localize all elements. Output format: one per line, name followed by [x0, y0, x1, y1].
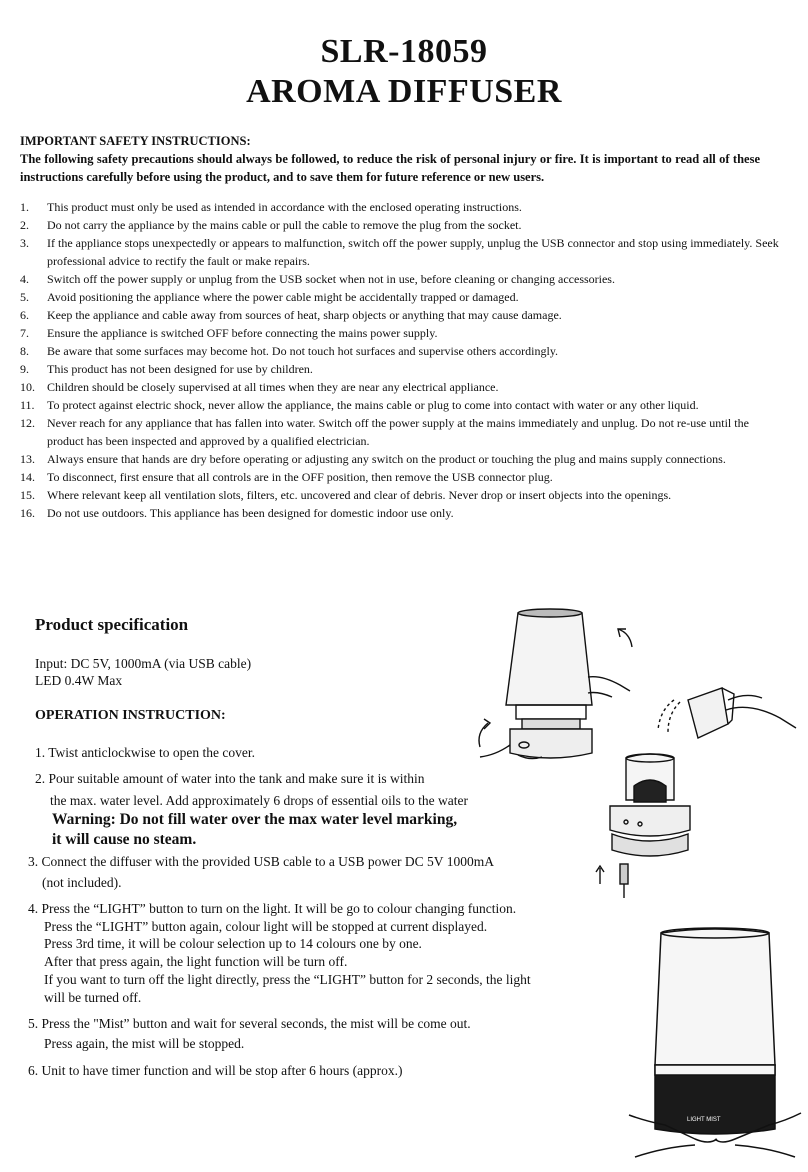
safety-item-text: Do not carry the appliance by the mains cable or pull the cable to remove the plug from the socket.	[47, 218, 522, 232]
step-4-line6: will be turned off.	[44, 990, 142, 1005]
spec-heading: Product specification	[35, 615, 189, 634]
safety-item-text: Avoid positioning the appliance where the power cable might be accidentally trapped or damaged.	[47, 290, 519, 304]
safety-item	[20, 504, 785, 522]
illustration-pour-oil	[650, 680, 800, 750]
safety-item-number: 5.	[20, 290, 29, 304]
safety-item-number: 9.	[20, 362, 29, 376]
safety-item	[20, 378, 785, 396]
safety-item-number: 4.	[20, 272, 29, 286]
safety-item-number: 1.	[20, 200, 29, 214]
step-2-line1: 2. Pour suitable amount of water into the tank and make sure it is within	[35, 771, 425, 786]
safety-intro: The following safety precautions should always be followed, to reduce the risk of personal injury or fire. It is important to read all of these instructions carefully before using the product, and to save them for future reference or new users.	[20, 152, 760, 184]
step-3-line1: 3. Connect the diffuser with the provided USB cable to a USB power DC 5V 1000mA	[28, 854, 494, 869]
safety-item-text: Do not use outdoors. This appliance has been designed for domestic indoor use only.	[47, 506, 454, 520]
model-number: SLR-18059	[320, 33, 488, 70]
safety-item-text: Switch off the power supply or unplug from the USB socket when not in use, before cleaning or changing accessories.	[47, 272, 615, 286]
safety-item	[20, 486, 785, 504]
safety-item-number: 16.	[20, 506, 35, 520]
safety-item-text: To protect against electric shock, never allow the appliance, the mains cable or plug to come into contact with water or any other liquid.	[47, 398, 699, 412]
safety-item-number: 12.	[20, 416, 35, 430]
safety-item-text: Where relevant keep all ventilation slots, filters, etc. uncovered and clear of debris. Never drop or insert objects into the openings.	[47, 488, 672, 502]
safety-item-text: Always ensure that hands are dry before operating or adjusting any switch on the product or touching the plug and mains supply connections.	[47, 452, 726, 466]
safety-item-number: 11.	[20, 398, 35, 412]
step-6: 6. Unit to have timer function and will be stop after 6 hours (approx.)	[28, 1063, 403, 1078]
safety-item	[20, 234, 785, 270]
safety-item	[20, 342, 785, 360]
safety-item	[20, 396, 785, 414]
safety-item-number: 14.	[20, 470, 35, 484]
safety-item	[20, 360, 785, 378]
safety-item-number: 13.	[20, 452, 35, 466]
safety-item-text: Be aware that some surfaces may become hot. Do not touch hot surfaces and supervise others accordingly.	[47, 344, 559, 358]
safety-item-number: 8.	[20, 344, 29, 358]
illustration-press-buttons	[625, 925, 805, 1165]
safety-item	[20, 288, 785, 306]
safety-heading: IMPORTANT SAFETY INSTRUCTIONS:	[20, 134, 251, 148]
safety-item-text: To disconnect, first ensure that all controls are in the OFF position, then remove the USB connector plug.	[47, 470, 553, 484]
safety-item-text: Never reach for any appliance that has fallen into water. Switch off the power supply at the mains immediately and unplug. Do not re-use until the product has been inspected and approved by a qualified electrician.	[47, 416, 749, 448]
safety-item	[20, 414, 785, 450]
safety-item-number: 10.	[20, 380, 35, 394]
step-5-line2: Press again, the mist will be stopped.	[44, 1036, 245, 1051]
warning-line2: it will cause no steam.	[52, 831, 197, 848]
safety-item	[20, 198, 785, 216]
step-4-line1: 4. Press the “LIGHT” button to turn on the light. It will be go to colour changing function.	[28, 901, 517, 916]
safety-item	[20, 270, 785, 288]
safety-item-number: 15.	[20, 488, 35, 502]
step-4-line3: Press 3rd time, it will be colour selection up to 14 colours one by one.	[44, 936, 422, 951]
safety-item-text: Ensure the appliance is switched OFF before connecting the mains power supply.	[47, 326, 438, 340]
illustration-usb-connect	[590, 750, 710, 900]
safety-item	[20, 324, 785, 342]
step-4-line5: If you want to turn off the light directly, press the “LIGHT” button for 2 seconds, the light	[44, 972, 531, 987]
step-4-line4: After that press again, the light function will be turn off.	[44, 954, 348, 969]
step-2-line2: the max. water level. Add approximately 6 drops of essential oils to the water	[50, 793, 469, 808]
button-labels: LIGHT MIST	[687, 1117, 721, 1123]
spec-input: Input: DC 5V, 1000mA (via USB cable)	[35, 656, 252, 671]
safety-item	[20, 450, 785, 468]
safety-item-text: Keep the appliance and cable away from sources of heat, sharp objects or anything that may cause damage.	[47, 308, 562, 322]
safety-item-text: If the appliance stops unexpectedly or appears to malfunction, switch off the power supply, unplug the USB connector and stop using immediately. Seek professional advice to rectify the fault or make repairs.	[47, 236, 779, 268]
safety-item-number: 2.	[20, 218, 29, 232]
safety-item-text: This product has not been designed for use by children.	[47, 362, 313, 376]
safety-item	[20, 306, 785, 324]
safety-item-text: Children should be closely supervised at all times when they are near any electrical appliance.	[47, 380, 499, 394]
safety-list	[20, 198, 785, 522]
safety-item-text: This product must only be used as intended in accordance with the enclosed operating instructions.	[47, 200, 522, 214]
safety-item-number: 6.	[20, 308, 29, 322]
spec-led: LED 0.4W Max	[35, 673, 123, 688]
warning-line1: Warning: Do not fill water over the max water level marking,	[52, 811, 458, 828]
product-title: AROMA DIFFUSER	[246, 73, 562, 110]
step-4-line2: Press the “LIGHT” button again, colour light will be stopped at current displayed.	[44, 919, 488, 934]
safety-item-number: 3.	[20, 236, 29, 250]
safety-item-number: 7.	[20, 326, 29, 340]
step-1: 1. Twist anticlockwise to open the cover.	[35, 745, 256, 760]
safety-item	[20, 468, 785, 486]
step-3-line2: (not included).	[42, 875, 122, 890]
operation-heading: OPERATION INSTRUCTION:	[35, 708, 226, 723]
safety-item	[20, 216, 785, 234]
step-5-line1: 5. Press the "Mist” button and wait for several seconds, the mist will be come out.	[28, 1016, 471, 1031]
